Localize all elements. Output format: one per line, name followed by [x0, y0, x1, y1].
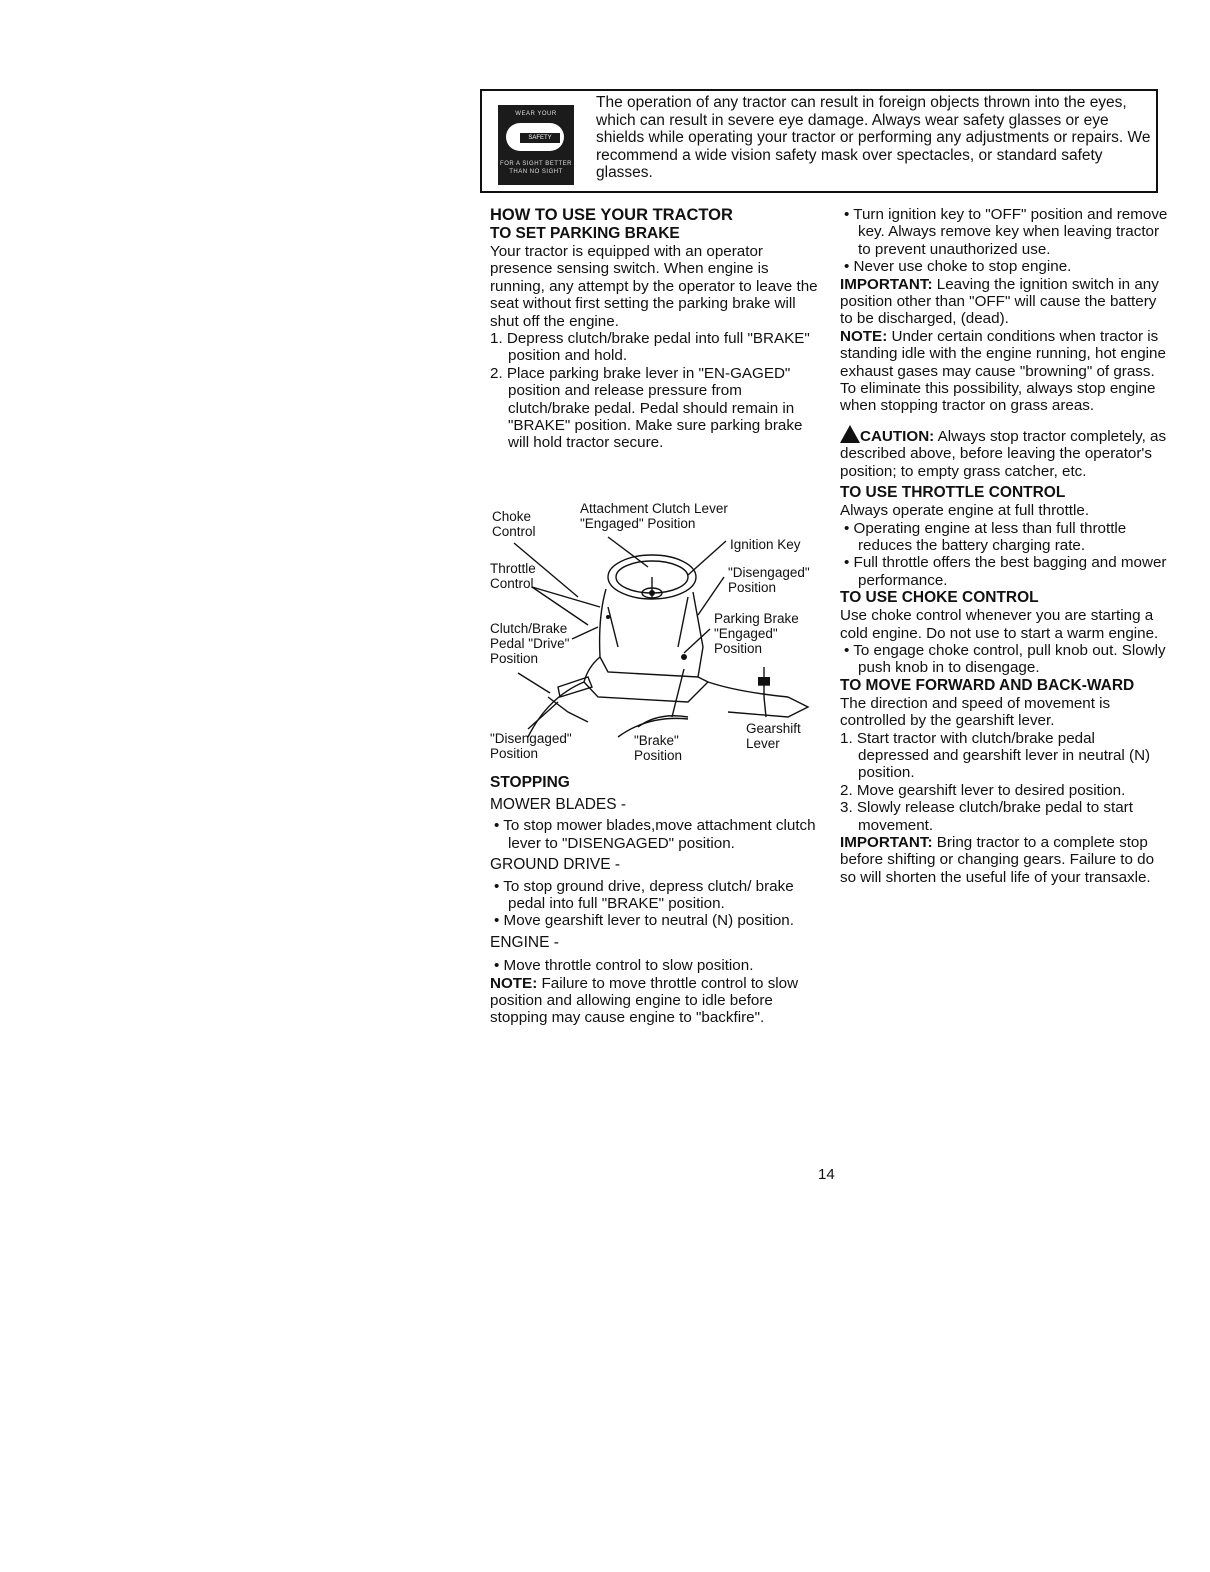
ground-drive-heading: GROUND DRIVE - — [490, 856, 621, 874]
important-gears: IMPORTANT: Bring tractor to a complete stop before shifting or changing gears. Failure to do so will shorten the useful life of your transaxle. — [840, 834, 1155, 886]
engine-bullet: • Move throttle control to slow position. — [490, 957, 822, 974]
label-attachment-clutch: Attachment Clutch Lever "Engaged" Position — [580, 501, 728, 531]
label-disengaged-position-top: "Disengaged" Position — [728, 565, 810, 595]
note-browning: NOTE: Under certain conditions when tractor is standing idle with the engine running, hot engine exhaust gases may cause "browning" of grass. To eliminate this possibility, always stop engine when stopping tractor on grass areas. — [840, 327, 1166, 415]
move-step-3: 3. Slowly release clutch/brake pedal to start movement. — [840, 799, 1133, 834]
important-ignition: IMPORTANT: Leaving the ignition switch in any position other than "OFF" will cause the battery to be discharged, (dead). — [840, 275, 1159, 328]
safety-glasses-logo-icon: WEAR YOUR SAFETY GLASSES FOR A SIGHT BETTER THAN NO SIGHT — [498, 105, 574, 185]
parking-step-2: 2. Place parking brake lever in "EN-GAGED" position and release pressure from clutch/brake pedal. Pedal should remain in "BRAKE" position. Make sure parking brake will hold tractor secure. — [490, 364, 803, 452]
eye-safety-warning-box — [480, 89, 1158, 193]
stopping-heading: STOPPING — [490, 774, 570, 791]
choke-heading: TO USE CHOKE CONTROL — [840, 589, 1039, 607]
mower-blades-heading: MOWER BLADES - — [490, 796, 627, 813]
throttle-bullet-2: • Full throttle offers the best bagging and mower performance. — [840, 554, 1170, 589]
choke-bullet: • To engage choke control, pull knob out. Slowly push knob in to disengage. — [840, 642, 1170, 677]
move-step-2: 2. Move gearshift lever to desired position. — [840, 781, 1126, 799]
ground-drive-bullet-1: • To stop ground drive, depress clutch/ brake pedal into full "BRAKE" position. — [490, 878, 822, 913]
mower-blades-bullet: • To stop mower blades,move attachment clutch lever to "DISENGAGED" position. — [490, 817, 822, 852]
label-choke-control: Choke Control — [492, 509, 536, 539]
page-number: 14 — [818, 1166, 835, 1183]
parking-brake-intro: Your tractor is equipped with an operator presence sensing switch. When engine is running, any attempt by the operator to leave the seat without first setting the parking brake will shut off the engine. — [490, 243, 818, 330]
label-clutch-brake-pedal: Clutch/Brake Pedal "Drive" Position — [490, 621, 570, 666]
choke-intro: Use choke control whenever you are starting a cold engine. Do not use to start a warm engine. — [840, 607, 1159, 642]
parking-step-1: 1. Depress clutch/brake pedal into full "BRAKE" position and hold. — [490, 330, 810, 365]
ground-drive-bullet-2: • Move gearshift lever to neutral (N) position. — [490, 912, 822, 929]
label-disengaged-position-bottom: "Disengaged" Position — [490, 731, 572, 761]
ignition-key-bullet: • Turn ignition key to "OFF" position and remove key. Always remove key when leaving tractor to prevent unauthorized use. — [840, 206, 1170, 258]
engine-heading: ENGINE - — [490, 933, 559, 951]
parking-brake-heading: TO SET PARKING BRAKE — [490, 225, 680, 242]
label-throttle-control: Throttle Control — [490, 561, 536, 591]
left-column — [490, 206, 820, 452]
section-title: HOW TO USE YOUR TRACTOR — [490, 206, 733, 224]
move-intro: The direction and speed of movement is controlled by the gearshift lever. — [840, 694, 1111, 730]
choke-warning-bullet: • Never use choke to stop engine. — [840, 258, 1170, 275]
label-brake-position: "Brake" Position — [634, 733, 683, 763]
left-note: NOTE: Failure to move throttle control to slow position and allowing engine to idle before stopping may cause engine to "backfire". — [490, 974, 799, 1027]
move-step-1: 1. Start tractor with clutch/brake pedal depressed and gearshift lever in neutral (N) position. — [840, 729, 1151, 782]
throttle-intro: Always operate engine at full throttle. — [840, 502, 1090, 520]
caution-block: CAUTION: Always stop tractor completely, as described above, before leaving the operator's position; to empty grass catcher, etc. — [840, 423, 1170, 480]
tractor-controls-diagram — [488, 497, 828, 769]
right-column — [840, 206, 1170, 886]
warning-text: The operation of any tractor can result in foreign objects thrown into the eyes, which can result in severe eye damage. Always wear safety glasses or eye shields while operating your tractor or performing any adjustments or repairs. We recommend a wide vision safety mask over spectacles, or standard safety glasses. — [596, 94, 1151, 181]
left-column-stopping — [490, 774, 822, 1027]
label-gearshift-lever: Gearshift Lever — [746, 721, 801, 751]
throttle-bullet-1: • Operating engine at less than full throttle reduces the battery charging rate. — [840, 520, 1170, 555]
move-heading: TO MOVE FORWARD AND BACK-WARD — [840, 676, 1135, 694]
label-ignition-key: Ignition Key — [730, 537, 801, 552]
warning-triangle-icon — [840, 425, 860, 443]
throttle-heading: TO USE THROTTLE CONTROL — [840, 484, 1066, 502]
label-parking-brake: Parking Brake "Engaged" Position — [714, 611, 799, 656]
